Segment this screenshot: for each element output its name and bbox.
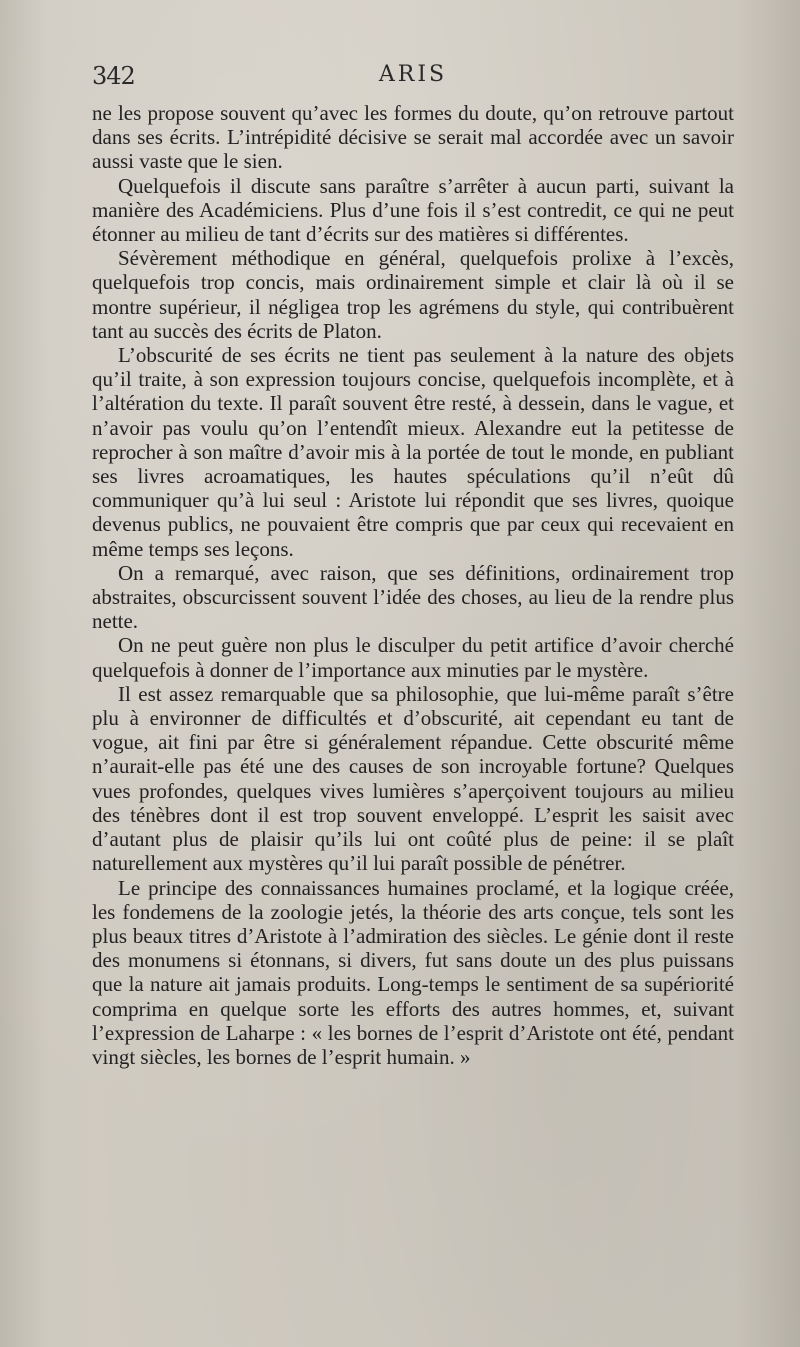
paragraph: Il est assez remarquable que sa philosophie, que lui-même paraît s’être plu à environner de difficultés et d’obscurité, ait cependant eu tant de vogue, ait fini par être si généralement répandue. Cette obscurité même n’aurait-elle pas été une des causes de son incroyable fortune? Quelques vues profondes, quelques vives lumières s’aperçoivent toujours au milieu des ténèbres dont il est trop souvent enveloppé. L’esprit les saisit avec d’autant plus de plaisir qu’ils lui ont coûté plus de peine: il se plaît naturellement aux mystères qu’il lui paraît possible de pénétrer.: [92, 681, 734, 876]
page-number: 342: [92, 62, 135, 90]
paragraph: Sévèrement méthodique en général, quelquefois prolixe à l’excès, quelquefois trop concis, mais ordinairement simple et clair là où il se montre supérieur, il négligea trop les agrémens du style, qui contribuèrent tant au succès des écrits de Platon.: [92, 246, 734, 343]
paragraph: On a remarqué, avec raison, que ses définitions, ordinairement trop abstraites, obscurcissent souvent l’idée des choses, au lieu de la rendre plus nette.: [92, 560, 734, 634]
paragraph: Le principe des connaissances humaines proclamé, et la logique créée, les fondemens de la zoologie jetés, la théorie des arts conçue, tels sont les plus beaux titres d’Aristote à l’admiration des siècles. Le génie dont il reste des monumens si étonnans, si divers, fut sans doute un des plus puissans que la nature ait jamais produits. Long-temps le sentiment de sa supériorité comprima en quelque sorte les efforts des autres hommes, et, suivant l’expression de Laharpe : « les bornes de l’esprit d’Aristote ont été, pendant vingt siècles, les bornes de l’esprit humain. »: [92, 875, 734, 1069]
running-title: ARIS: [378, 62, 448, 87]
paragraph: Quelquefois il discute sans paraître s’arrêter à aucun parti, suivant la manière des Académiciens. Plus d’une fois il s’est contredit, ce qui ne peut étonner au milieu de tant d’écrits sur des matières si différentes.: [92, 173, 734, 247]
paragraph: On ne peut guère non plus le disculper du petit artifice d’avoir cherché quelquefois à donner de l’importance aux minuties par le mystère.: [92, 633, 734, 682]
page-header: [92, 62, 734, 98]
paragraph: L’obscurité de ses écrits ne tient pas seulement à la nature des objets qu’il traite, à son expression toujours concise, quelquefois incomplète, et à l’altération du texte. Il paraît souvent être resté, à dessein, dans le vague, et n’avoir pas voulu qu’on l’entendît mieux. Alexandre eut la petitesse de reprocher à son maître d’avoir mis à la portée de tout le monde, en publiant ses livres acroamatiques, les hautes spéculations qu’il n’eût dû communiquer qu’à lui seul : Aristote lui répondit que ses livres, quoique devenus publics, ne pouvaient être compris que par ceux qui recevaient en même temps ses leçons.: [92, 343, 734, 561]
body-text: [92, 101, 734, 1069]
paragraph: ne les propose souvent qu’avec les formes du doute, qu’on retrouve partout dans ses écrits. L’intrépidité décisive se serait mal accordée avec un savoir aussi vaste que le sien.: [92, 101, 734, 174]
